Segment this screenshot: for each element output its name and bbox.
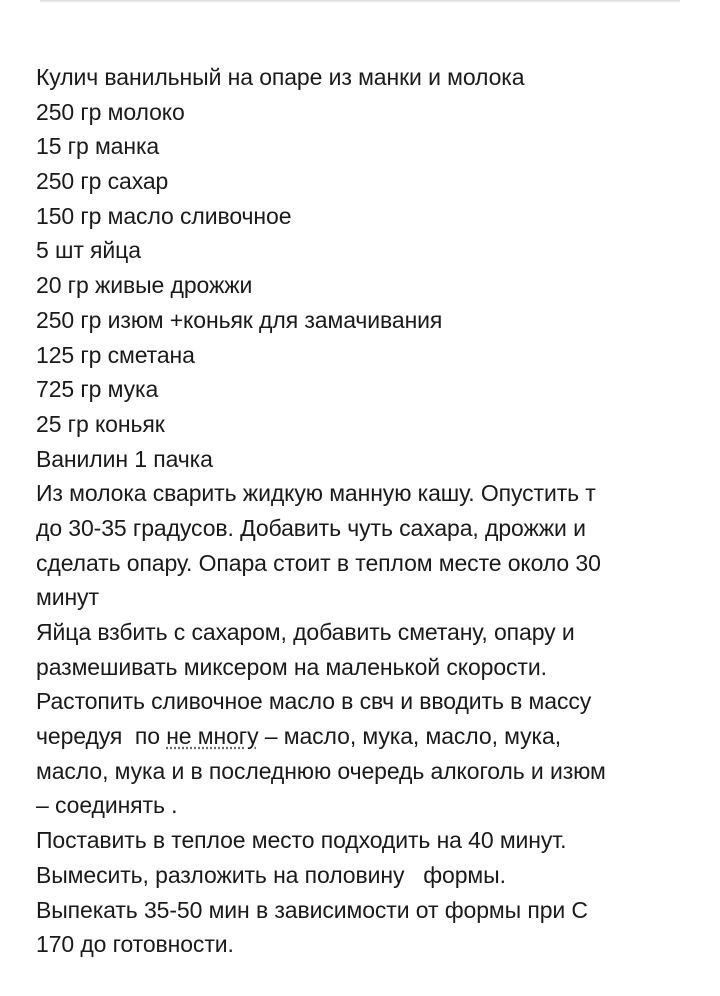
ingredient-semolina: 15 гр манка [36, 133, 160, 160]
instruction-text: чередуя по [36, 723, 167, 750]
page-top-edge [40, 0, 680, 3]
instruction-line: размешивать миксером на маленькой скорости. [36, 653, 547, 680]
ingredient-sugar: 250 гр сахар [36, 168, 169, 195]
ingredient-milk: 250 гр молоко [36, 98, 185, 125]
instruction-line: сделать опару. Опара стоит в теплом месте около 30 [36, 549, 601, 576]
instruction-line: Растопить сливочное масло в свч и вводить в массу [36, 688, 592, 715]
recipe-document [36, 60, 696, 962]
ingredient-butter: 150 гр масло сливочное [36, 202, 292, 229]
ingredient-yeast: 20 гр живые дрожжи [36, 272, 253, 299]
recipe-title: Кулич ванильный на опаре из манки и молока [36, 64, 525, 90]
ingredient-flour: 725 гр мука [36, 376, 159, 403]
instruction-line: до 30-35 градусов. Добавить чуть сахара, дрожжи и [36, 514, 586, 541]
ingredient-raisins: 250 гр изюм +коньяк для замачивания [36, 306, 443, 333]
instruction-line: Вымесить, разложить на половину формы. [36, 861, 506, 888]
instruction-line: минут [36, 584, 99, 611]
ingredient-vanillin: Ванилин 1 пачка [36, 445, 213, 472]
instruction-line: Поставить в теплое место подходить на 40 минут. [36, 827, 567, 854]
ingredient-eggs: 5 шт яйца [36, 237, 141, 264]
instruction-line: масло, мука и в последнюю очередь алкоголь и изюм [36, 757, 606, 784]
instruction-line: Выпекать 35-50 мин в зависимости от формы при С [36, 896, 588, 923]
instruction-line: – соединять . [36, 792, 178, 819]
instruction-line: 170 до готовности. [36, 931, 234, 958]
instruction-line: Яйца взбить с сахаром, добавить сметану, опару и [36, 619, 575, 645]
instruction-line [36, 719, 696, 754]
ingredient-sour-cream: 125 гр сметана [36, 341, 195, 368]
ingredient-cognac: 25 гр коньяк [36, 410, 165, 437]
instruction-line: Из молока сварить жидкую манную кашу. Опустить т [36, 480, 596, 507]
instruction-text: – масло, мука, масло, мука, [258, 723, 561, 750]
underlined-phrase: не многу [166, 723, 259, 750]
